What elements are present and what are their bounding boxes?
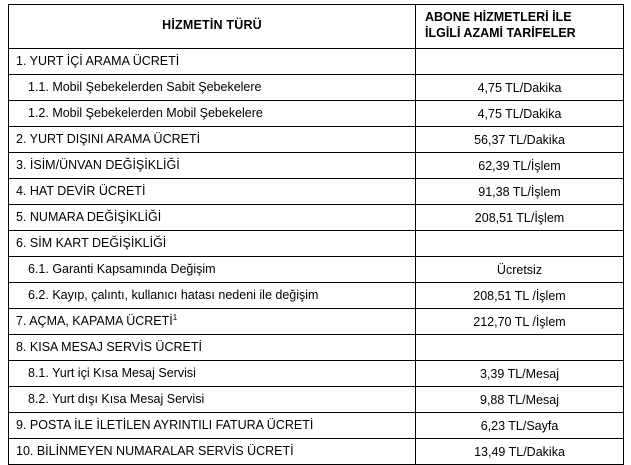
table-row: [9, 361, 624, 387]
table-row: [9, 101, 624, 127]
row-value-cell: 9,88 TL/Mesaj: [416, 387, 624, 413]
table-row: [9, 283, 624, 309]
row-value-cell: [416, 231, 624, 257]
table-header: [9, 5, 624, 49]
row-value-cell: [416, 49, 624, 75]
row-value-cell: 91,38 TL/İşlem: [416, 179, 624, 205]
row-label: 6.1. Garanti Kapsamında Değişim: [28, 262, 216, 277]
table-row: [9, 49, 624, 75]
row-label-cell: [9, 335, 416, 361]
table-row: [9, 439, 624, 465]
row-value-cell: Ücretsiz: [416, 257, 624, 283]
row-label-cell: [9, 127, 416, 153]
table-row: [9, 387, 624, 413]
row-value-cell: 62,39 TL/İşlem: [416, 153, 624, 179]
row-label: 2. YURT DIŞINI ARAMA ÜCRETİ: [16, 132, 201, 147]
row-label-cell: [9, 179, 416, 205]
row-label: 7. AÇMA, KAPAMA ÜCRETİ$^1$: [16, 313, 178, 329]
table-header-row: [9, 5, 624, 49]
row-label-cell: [9, 283, 416, 309]
row-label-cell: [9, 205, 416, 231]
row-label-cell: [9, 153, 416, 179]
row-label: 5. NUMARA DEĞİŞİKLİĞİ: [16, 210, 162, 225]
row-label: 8.1. Yurt içi Kısa Mesaj Servisi: [28, 366, 196, 381]
row-label: 8. KISA MESAJ SERVİS ÜCRETİ: [16, 340, 202, 355]
column-header-max-tariffs: [416, 5, 624, 49]
row-label-cell: [9, 75, 416, 101]
row-label-cell: [9, 361, 416, 387]
row-value-cell: 56,37 TL/Dakika: [416, 127, 624, 153]
row-label: 1.1. Mobil Şebekelerden Sabit Şebekelere: [28, 80, 262, 95]
row-value-cell: 4,75 TL/Dakika: [416, 101, 624, 127]
table-row: [9, 231, 624, 257]
row-label: 8.2. Yurt dışı Kısa Mesaj Servisi: [28, 392, 205, 407]
row-label-cell: [9, 309, 416, 335]
row-value-cell: [416, 335, 624, 361]
row-value-cell: 3,39 TL/Mesaj: [416, 361, 624, 387]
footnote-marker: 1: [172, 313, 178, 323]
row-label: 10. BİLİNMEYEN NUMARALAR SERVİS ÜCRETİ: [16, 444, 294, 459]
column-header-service-type: HİZMETİN TÜRÜ: [9, 5, 416, 49]
row-value-cell: 212,70 TL /İşlem: [416, 309, 624, 335]
row-value-cell: 4,75 TL/Dakika: [416, 75, 624, 101]
table-row: [9, 257, 624, 283]
row-label-cell: [9, 413, 416, 439]
row-label: 6. SİM KART DEĞİŞİKLİĞİ: [16, 236, 167, 251]
row-label-cell: [9, 49, 416, 75]
table-row: [9, 75, 624, 101]
row-label-cell: [9, 231, 416, 257]
row-label-cell: [9, 101, 416, 127]
table-row: [9, 153, 624, 179]
table-row: [9, 127, 624, 153]
table-row: [9, 179, 624, 205]
row-label-cell: [9, 387, 416, 413]
row-label: 4. HAT DEVİR ÜCRETİ: [16, 184, 146, 199]
table-body: [9, 49, 624, 465]
row-value-cell: 208,51 TL /İşlem: [416, 283, 624, 309]
column-header-max-tariffs-line1: ABONE HİZMETLERİ İLE: [425, 10, 572, 25]
row-label-cell: [9, 257, 416, 283]
row-label: 6.2. Kayıp, çalıntı, kullanıcı hatası nedeni ile değişim: [28, 288, 319, 303]
table-row: [9, 205, 624, 231]
tariff-table: [8, 4, 624, 465]
row-label: 1. YURT İÇİ ARAMA ÜCRETİ: [16, 54, 180, 69]
row-value-cell: 13,49 TL/Dakika: [416, 439, 624, 465]
row-value-cell: 208,51 TL/İşlem: [416, 205, 624, 231]
row-label: 1.2. Mobil Şebekelerden Mobil Şebekelere: [28, 106, 263, 121]
table-row: [9, 413, 624, 439]
row-label-cell: [9, 439, 416, 465]
column-header-max-tariffs-line2: İLGİLİ AZAMİ TARİFELER: [425, 26, 576, 40]
row-value-cell: 6,23 TL/Sayfa: [416, 413, 624, 439]
table-row: [9, 335, 624, 361]
row-label: 9. POSTA İLE İLETİLEN AYRINTILI FATURA ÜCRETİ: [16, 418, 314, 433]
table-row: [9, 309, 624, 335]
row-label: 3. İSİM/ÜNVAN DEĞİŞİKLİĞİ: [16, 158, 180, 173]
